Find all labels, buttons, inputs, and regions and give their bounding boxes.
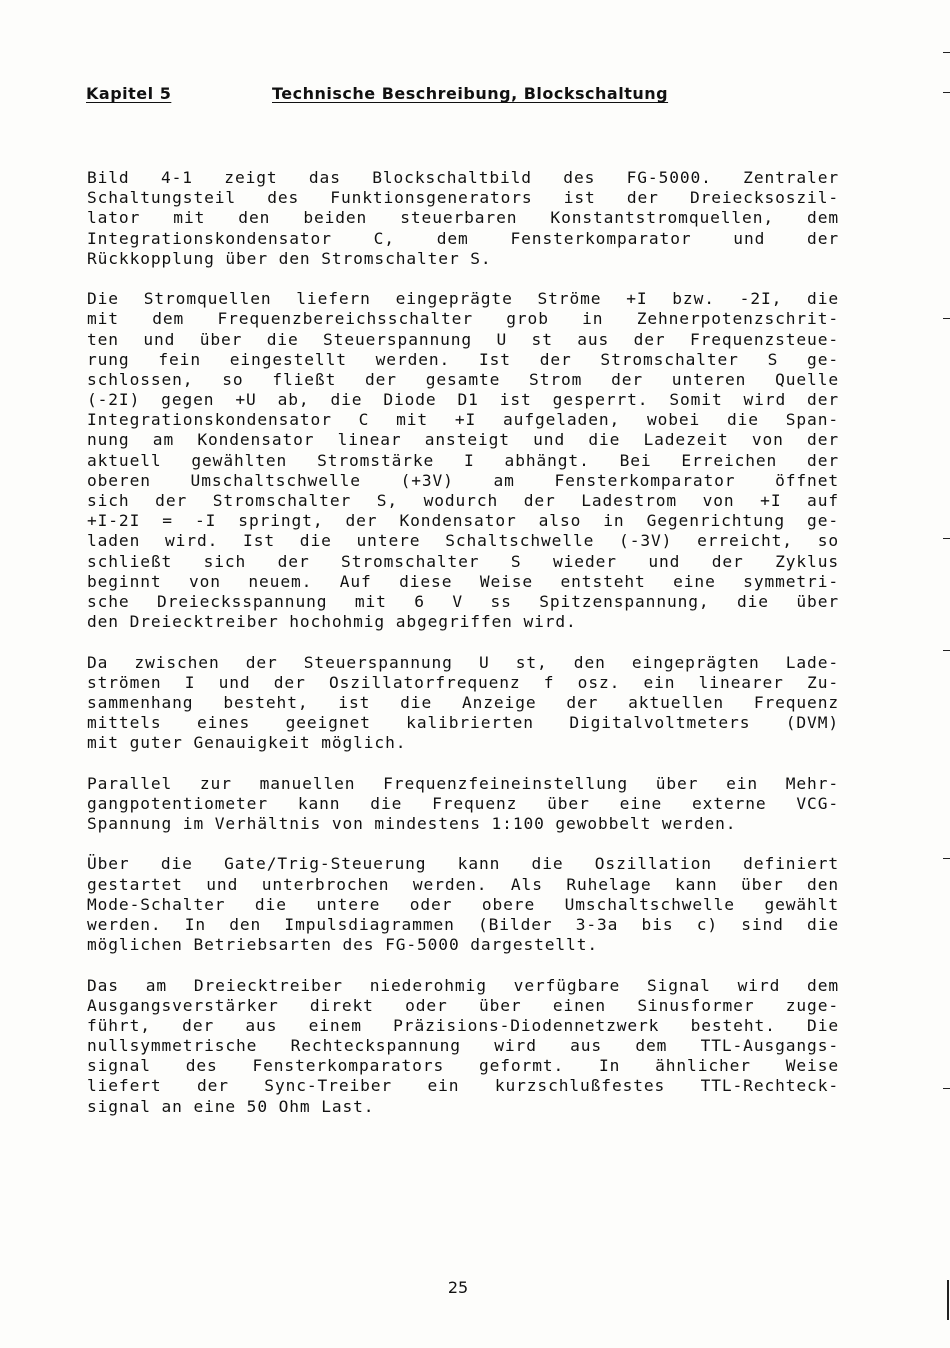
scan-edge-mark xyxy=(943,318,950,319)
text-line: gangpotentiometer kann die Frequenz über eine externe VCG- xyxy=(87,793,839,813)
paragraph xyxy=(87,774,839,835)
text-line: Ausgangsverstärker direkt oder über einen Sinusformer zuge- xyxy=(87,995,839,1015)
scan-edge-mark xyxy=(943,650,950,651)
chapter-label: Kapitel 5 xyxy=(86,84,172,103)
text-line: oberen Umschaltschwelle (+3V) am Fensterkomparator öffnet xyxy=(87,470,839,490)
text-line: mittels eines geeignet kalibrierten Digitalvoltmeters (DVM) xyxy=(87,713,839,733)
scan-edge-mark xyxy=(947,1280,949,1320)
paragraph xyxy=(87,854,839,955)
text-line: gestartet und unterbrochen werden. Als Ruhelage kann über den xyxy=(87,874,839,894)
text-line: schlossen, so fließt der gesamte Strom der unteren Quelle xyxy=(87,369,839,389)
text-line: rung fein eingestellt werden. Ist der Stromschalter S ge- xyxy=(87,349,839,369)
text-line: signal an eine 50 Ohm Last. xyxy=(87,1096,375,1116)
paragraph xyxy=(87,653,839,754)
text-line: sammenhang besteht, ist die Anzeige der aktuellen Frequenz xyxy=(87,692,839,712)
text-line: sich der Stromschalter S, wodurch der Ladestrom von +I auf xyxy=(87,491,839,510)
text-line: werden. In den Impulsdiagrammen (Bilder 3-3a bis c) sind die xyxy=(87,914,839,934)
text-line: führt, der aus einem Präzisions-Diodennetzwerk besteht. Die xyxy=(87,1015,839,1035)
text-line: laden wird. Ist die untere Schaltschwelle (-3V) erreicht, so xyxy=(87,531,839,551)
page-header xyxy=(86,84,766,108)
text-line: beginnt von neuem. Auf diese Weise entsteht eine symmetri- xyxy=(87,571,839,591)
text-line: (-2I) gegen +U ab, die Diode D1 ist gesperrt. Somit wird der xyxy=(87,390,839,410)
text-line: strömen I und der Oszillatorfrequenz f osz. ein linearer Zu- xyxy=(87,672,839,692)
text-line: Die Stromquellen liefern eingeprägte Ströme +I bzw. -2I, die xyxy=(87,289,839,309)
text-line: ten und über die Steuerspannung U st aus der Frequenzsteue- xyxy=(87,329,839,349)
paragraph xyxy=(87,289,839,632)
scan-edge-mark xyxy=(943,1088,950,1089)
paragraph xyxy=(87,976,839,1117)
text-line: Rückkopplung über den Stromschalter S. xyxy=(87,248,492,268)
text-line: signal des Fensterkomparators geformt. In ähnlicher Weise xyxy=(87,1056,839,1076)
text-line: schließt sich der Stromschalter S wieder und der Zyklus xyxy=(87,551,839,571)
text-line: mit dem Frequenzbereichsschalter grob in Zehnerpotenzschrit- xyxy=(87,309,839,329)
page-number: 25 xyxy=(447,1278,469,1297)
text-line: den Dreiecktreiber hochohmig abgegriffen wird. xyxy=(87,612,577,632)
text-line: Integrationskondensator C, dem Fensterkomparator und der xyxy=(87,228,839,248)
text-line: nullsymmetrische Rechteckspannung wird aus dem TTL-Ausgangs- xyxy=(87,1036,839,1056)
scan-edge-mark xyxy=(943,52,950,53)
text-line: +I-2I = -I springt, der Kondensator also in Gegenrichtung ge- xyxy=(87,511,839,531)
chapter-title: Technische Beschreibung, Blockschaltung xyxy=(272,84,669,103)
scan-edge-mark xyxy=(943,92,950,93)
text-line: Mode-Schalter die untere oder obere Umschaltschwelle gewählt xyxy=(87,894,839,914)
text-line: möglichen Betriebsarten des FG-5000 dargestellt. xyxy=(87,935,598,955)
scan-edge-mark xyxy=(943,538,950,539)
text-line: aktuell gewählten Stromstärke I abhängt. Bei Erreichen der xyxy=(87,450,839,470)
text-line: mit guter Genauigkeit möglich. xyxy=(87,733,407,753)
text-line: lator mit den beiden steuerbaren Konstantstromquellen, dem xyxy=(87,208,839,228)
paragraph xyxy=(87,168,839,269)
text-line: Da zwischen der Steuerspannung U st, den eingeprägten Lade- xyxy=(87,652,839,672)
scan-edge-mark xyxy=(943,858,950,859)
text-line: Über die Gate/Trig-Steuerung kann die Oszillation definiert xyxy=(87,854,839,874)
text-line: Integrationskondensator C mit +I aufgeladen, wobei die Span- xyxy=(87,410,839,430)
text-line: nung am Kondensator linear ansteigt und die Ladezeit von der xyxy=(87,430,839,450)
text-line: Bild 4-1 zeigt das Blockschaltbild des FG-5000. Zentraler xyxy=(87,168,839,187)
body-text xyxy=(87,168,839,1137)
text-line: Parallel zur manuellen Frequenzfeineinstellung über ein Mehr- xyxy=(87,773,839,793)
text-line: Schaltungsteil des Funktionsgenerators ist der Dreiecksoszil- xyxy=(87,188,839,208)
text-line: Das am Dreiecktreiber niederohmig verfügbare Signal wird dem xyxy=(87,975,839,995)
text-line: liefert der Sync-Treiber ein kurzschlußfestes TTL-Rechteck- xyxy=(87,1076,839,1096)
text-line: Spannung im Verhältnis von mindestens 1:100 gewobbelt werden. xyxy=(87,814,737,833)
text-line: sche Dreiecksspannung mit 6 V ss Spitzenspannung, die über xyxy=(87,591,839,611)
